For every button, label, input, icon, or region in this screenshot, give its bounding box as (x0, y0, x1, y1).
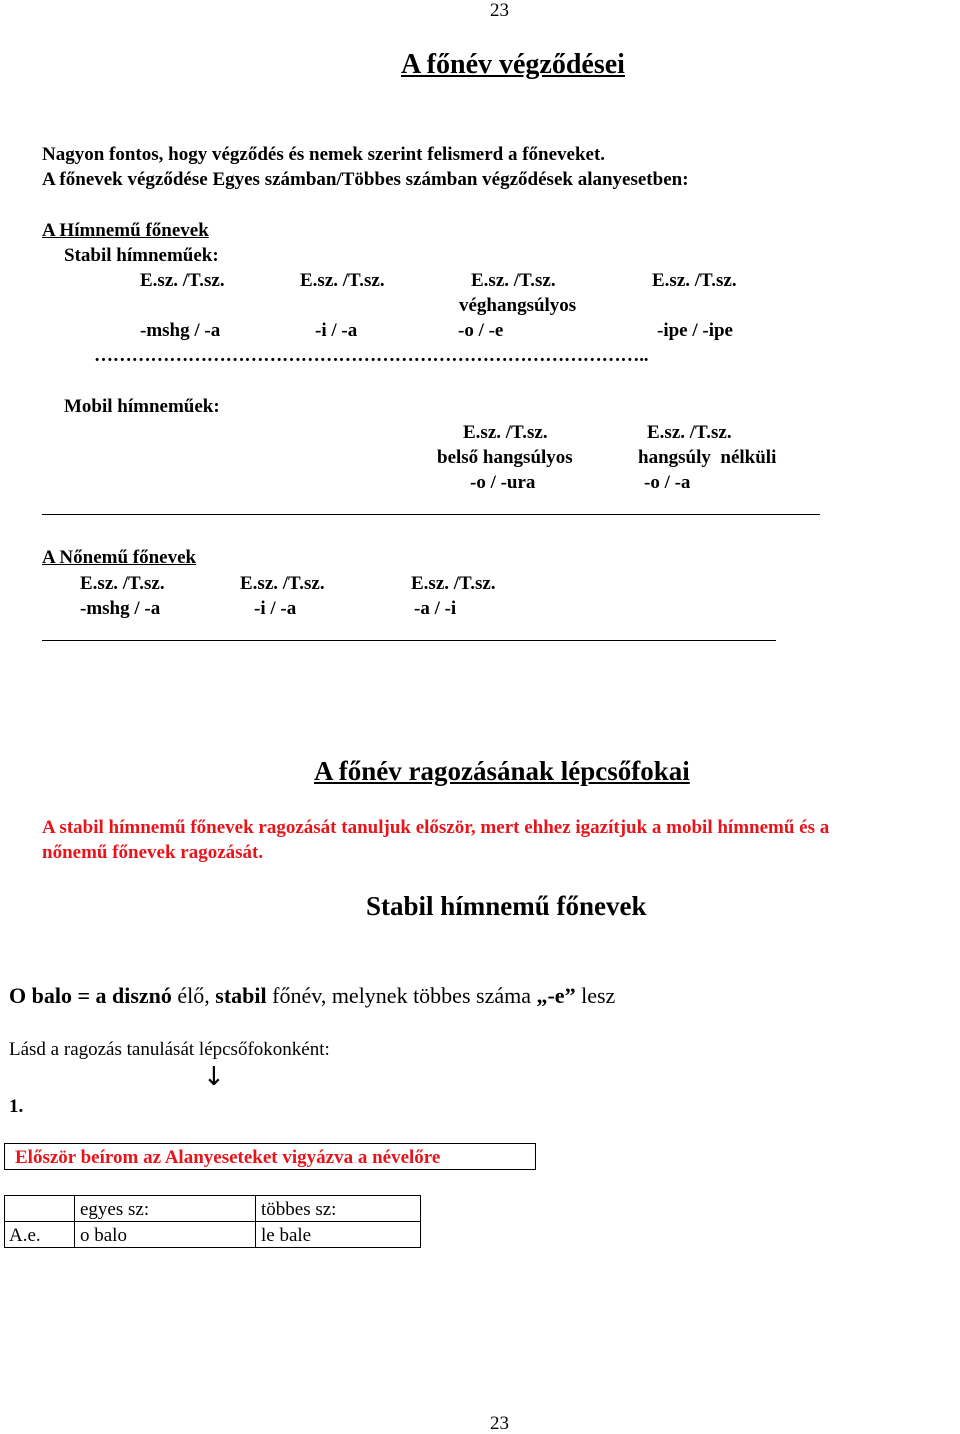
stable-col-3-header: E.sz. /T.sz. (471, 270, 556, 291)
table-cell: o balo (80, 1225, 127, 1246)
stable-col-4-ending: -ipe / -ipe (657, 320, 733, 341)
lead-text: Lásd a ragozás tanulását lépcsőfokonként: (9, 1039, 330, 1060)
section-title: A főnév ragozásának lépcsőfokai (314, 756, 690, 786)
table-row-label: A.e. (9, 1225, 41, 1246)
example-text-3: lesz (575, 983, 616, 1008)
table-border-left (4, 1195, 5, 1248)
example-sentence (9, 985, 615, 1007)
mobile-col-2-ending: -o / -a (644, 472, 691, 493)
stable-col-3-ending: -o / -e (458, 320, 504, 341)
separator-line-1 (42, 514, 820, 515)
stable-masculine-label: Stabil hímneműek: (64, 245, 219, 266)
stable-col-2-ending: -i / -a (315, 320, 358, 341)
intro-line-1: Nagyon fontos, hogy végződés és nemek szerint felismerd a főneveket. (42, 144, 606, 165)
feminine-heading: A Nőnemű főnevek (42, 547, 197, 568)
stable-col-1-header: E.sz. /T.sz. (140, 270, 225, 291)
feminine-col-2-header: E.sz. /T.sz. (240, 573, 325, 594)
separator-line-2 (42, 640, 776, 641)
page-number-top: 23 (490, 0, 509, 21)
table-header-cell: egyes sz: (80, 1199, 150, 1220)
feminine-col-1-ending: -mshg / -a (80, 598, 161, 619)
table-header-cell: többes sz: (261, 1199, 337, 1220)
page-number-bottom: 23 (490, 1413, 509, 1434)
table-border-bottom (4, 1247, 421, 1248)
mobile-col-2-note: hangsúly nélküli (638, 447, 777, 468)
red-note-line-1: A stabil hímnemű főnevek ragozását tanuljuk először, mert ehhez igazítjuk a mobil hímnemű és a (42, 817, 830, 838)
step-box (4, 1143, 536, 1170)
stable-col-3-note: véghangsúlyos (459, 295, 577, 316)
feminine-col-1-header: E.sz. /T.sz. (80, 573, 165, 594)
down-arrow-icon: ↓ (203, 1062, 225, 1092)
stable-col-2-header: E.sz. /T.sz. (300, 270, 385, 291)
feminine-col-3-ending: -a / -i (414, 598, 457, 619)
step-number: 1. (9, 1096, 24, 1117)
table-cell: le bale (261, 1225, 312, 1246)
table-border-top (4, 1195, 421, 1196)
masculine-heading: A Hímnemű főnevek (42, 220, 209, 241)
intro-line-2: A főnevek végződése Egyes számban/Többes számban végződések alanyesetben: (42, 169, 689, 190)
table-border-middle (4, 1221, 421, 1222)
declension-table (4, 1195, 421, 1249)
dotted-separator: …………………………………………………………………………….. (94, 345, 649, 366)
example-text-1: élő, (171, 983, 216, 1008)
stable-col-4-header: E.sz. /T.sz. (652, 270, 737, 291)
stable-col-1-ending: -mshg / -a (140, 320, 221, 341)
section-subtitle: Stabil hímnemű főnevek (366, 891, 647, 921)
feminine-col-2-ending: -i / -a (254, 598, 297, 619)
step-box-text: Először beírom az Alanyeseteket vigyázva a névelőre (15, 1147, 441, 1168)
table-border-right (420, 1195, 421, 1248)
mobile-col-1-note: belső hangsúlyos (437, 447, 573, 468)
mobile-col-1-header: E.sz. /T.sz. (463, 422, 548, 443)
mobile-masculine-label: Mobil hímneműek: (64, 396, 220, 417)
example-bold-1: O balo = a disznó (9, 983, 172, 1008)
example-text-2: főnév, melynek többes száma (266, 983, 537, 1008)
example-bold-2: stabil (215, 983, 267, 1008)
table-border-col-2 (255, 1195, 256, 1248)
table-border-col-1 (74, 1195, 75, 1248)
feminine-col-3-header: E.sz. /T.sz. (411, 573, 496, 594)
red-note-line-2: nőnemű főnevek ragozását. (42, 842, 264, 863)
page-title: A főnév végződései (401, 49, 625, 80)
mobile-col-2-header: E.sz. /T.sz. (647, 422, 732, 443)
mobile-col-1-ending: -o / -ura (470, 472, 536, 493)
example-bold-3: „-e” (536, 983, 576, 1008)
